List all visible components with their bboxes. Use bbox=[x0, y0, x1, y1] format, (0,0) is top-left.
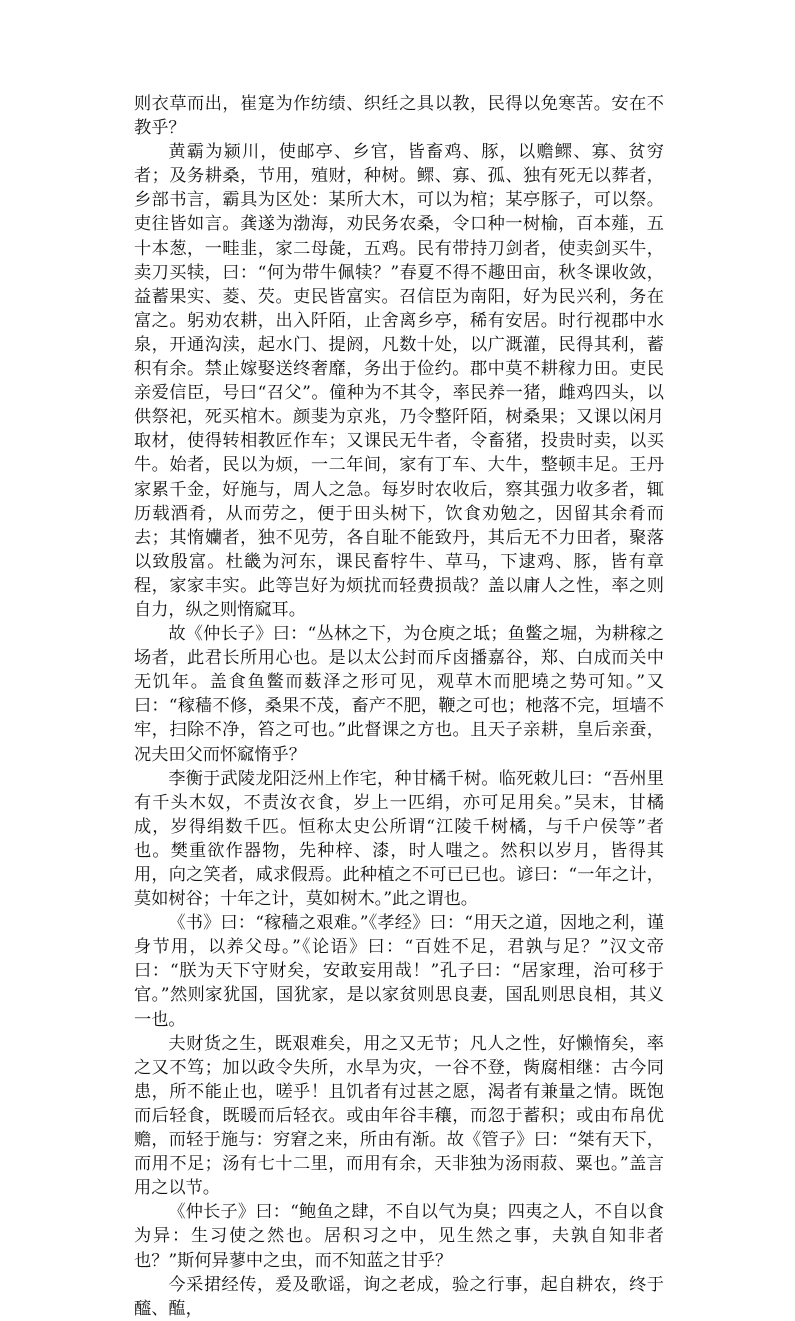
body-text bbox=[134, 92, 664, 1321]
paragraph-7: 《仲长子》曰：“鲍鱼之肆，不自以气为臭；四夷之人，不自以食为异：生习使之然也。居积习之中，见生然之事，夫孰自知非者也？”斯何异蓼中之虫，而不知蓝之甘乎？ bbox=[134, 1202, 664, 1271]
paragraph-8: 今采捃经传，爰及歌谣，询之老成，验之行事，起自耕农，终于醯、醢， bbox=[134, 1274, 664, 1319]
paragraph-5: 《书》曰：“稼穑之艰难。”《孝经》曰：“用天之道，因地之利，谨身节用，以养父母。”《论语》曰：“百姓不足，君孰与足？”汉文帝曰：“朕为天下守财矣，安敢妄用哉！”孔子曰：“居家理，治可移于官。”然则家犹国，国犹家，是以家贫则思良妻，国乱则思良相，其义一也。 bbox=[134, 913, 664, 1030]
paragraph-3: 故《仲长子》曰：“丛林之下，为仓庾之坻；鱼鳖之堀，为耕稼之场者，此君长所用心也。是以太公封而斥卤播嘉谷，郑、白成而关中无饥年。盖食鱼鳖而薮泽之形可见，观草木而肥墝之势可知。”又曰：“稼穑不修，桑果不茂，畜产不肥，鞭之可也；杝落不完，垣墙不牢，扫除不净，笞之可也。”此督课之方也。且天子亲耕，皇后亲蚕，况夫田父而怀窳惰乎？ bbox=[134, 624, 664, 765]
paragraph-1: 则衣草而出，崔寔为作纺绩、织纴之具以教，民得以免寒苦。安在不教乎？ bbox=[134, 94, 664, 139]
paragraph-4: 李衡于武陵龙阳泛州上作宅，种甘橘千树。临死敕儿曰：“吾州里有千头木奴，不责汝衣食，岁上一匹绢，亦可足用矣。”吴末，甘橘成，岁得绢数千匹。恒称太史公所谓“江陵千树橘，与千户侯等”者也。樊重欲作器物，先种梓、漆，时人嗤之。然积以岁月，皆得其用，向之笑者，咸求假焉。此种植之不可已已也。谚曰：“一年之计，莫如树谷；十年之计，莫如树木。”此之谓也。 bbox=[134, 768, 664, 910]
paragraph-6: 夫财货之生，既艰难矣，用之又无节；凡人之性，好懒惰矣，率之又不笃；加以政令失所，水旱为灾，一谷不登，胔腐相继：古今同患，所不能止也，嗟乎！且饥者有过甚之愿，渴者有兼量之情。既饱而后轻食，既暖而后轻衣。或由年谷丰穰，而忽于蓄积；或由布帛优赡，而轻于施与：穷窘之来，所由有渐。故《管子》曰：“桀有天下，而用不足；汤有七十二里，而用有余，天非独为汤雨菽、粟也。”盖言用之以节。 bbox=[134, 1033, 664, 1199]
paragraph-2: 黄霸为颍川，使邮亭、乡官，皆畜鸡、豚，以赡鳏、寡、贫穷者；及务耕桑，节用，殖财，种树。鳏、寡、孤、独有死无以葬者，乡部书言，霸具为区处：某所大木，可以为棺；某亭豚子，可以祭。吏往皆如言。龚遂为渤海，劝民务农桑，令口种一树榆，百本薤，五十本葱，一畦韭，家二母彘，五鸡。民有带持刀剑者，使卖剑买牛，卖刀买犊，曰：“何为带牛佩犊？”春夏不得不趣田亩，秋冬课收敛，益蓄果实、菱、芡。吏民皆富实。召信臣为南阳，好为民兴利，务在富之。躬劝农耕，出入阡陌，止舍离乡亭，稀有安居。时行视郡中水泉，开通沟渎，起水门、提阏，凡数十处，以广溉灌，民得其利，蓄积有余。禁止嫁娶送终奢靡，务出于俭约。郡中莫不耕稼力田。吏民亲爱信臣，号曰“召父”。僮种为不其令，率民养一猪，雌鸡四头，以供祭祀，死买棺木。颜斐为京兆，乃令整阡陌，树桑果；又课以闲月取材，使得转相教匠作车；又课民无牛者，令畜猪，投贵时卖，以买牛。始者，民以为烦，一二年间，家有丁车、大牛，整顿丰足。王丹家累千金，好施与，周人之急。每岁时农收后，察其强力收多者，辄历载酒肴，从而劳之，便于田头树下，饮食劝勉之，因留其余肴而去；其惰孏者，独不见劳，各自耻不能致丹，其后无不力田者，聚落以致殷富。杜畿为河东，课民畜牸牛、草马，下逮鸡、豚，皆有章程，家家丰实。此等岂好为烦扰而轻费损哉？盖以庸人之性，率之则自力，纵之则惰窳耳。 bbox=[134, 142, 664, 620]
